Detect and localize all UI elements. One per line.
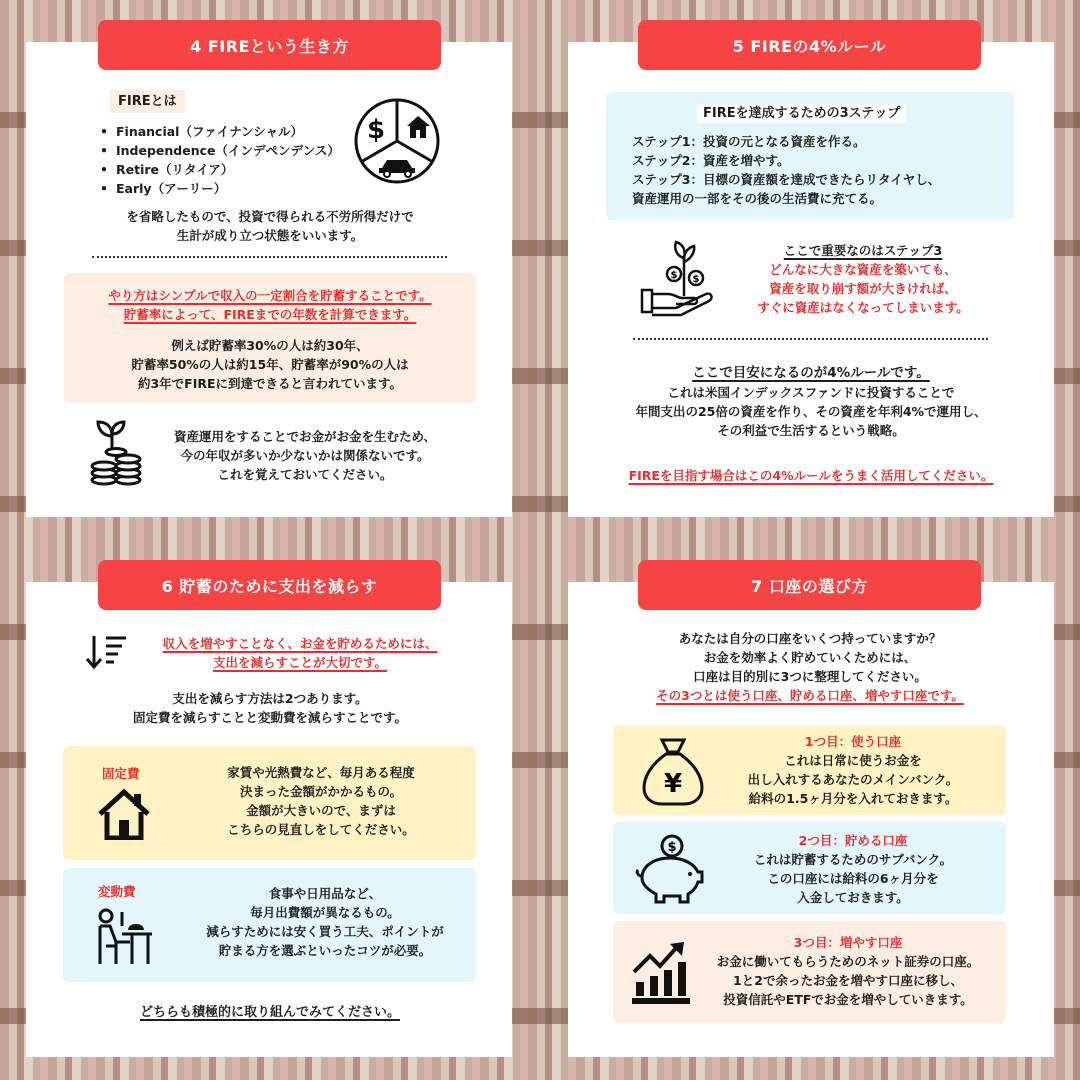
coin-sprout-icon	[86, 418, 148, 488]
account-line: 1と2で余ったお金を増やす口座に移し、	[733, 973, 963, 988]
three-steps-list	[632, 132, 1002, 208]
savings-account-text	[708, 831, 998, 907]
variable-line: 減らすためには安く買う工夫、ポイントが	[206, 924, 444, 939]
list-item: • Early（アーリー）	[100, 179, 360, 198]
note-line: 今の年収が多いか少ないかは関係ないです。	[180, 448, 430, 463]
yen-money-bag-icon	[640, 736, 706, 806]
investment-account-text	[696, 933, 1000, 1009]
four-percent-callout: FIREを目指す場合はこの4%ルールをうまく活用してください。	[628, 468, 994, 483]
variable-line: 貯まる方を選ぶといったコツが必要。	[218, 943, 432, 958]
step-line: ステップ3：目標の資産額を達成できたらリタイヤし、	[632, 172, 941, 187]
step-line: ステップ2：資産を増やす。	[632, 153, 790, 168]
money-house-car-icon	[352, 96, 442, 186]
rule-line: これは米国インデックスファンドに投資することで	[667, 385, 955, 400]
two-methods-text	[40, 689, 500, 727]
hand-money-plant-icon	[640, 236, 720, 320]
three-steps-label: FIREを達成するための3ステップ	[697, 104, 906, 123]
rule-heading: ここで目安になるのが4%ルールです。	[692, 365, 930, 381]
account-title: 2つ目：貯める口座	[798, 833, 908, 848]
divider	[92, 256, 447, 258]
body-line: 例えば貯蓄率30%の人は約30年、	[171, 338, 369, 353]
list-item: • Financial（ファイナンシャル）	[100, 122, 360, 141]
savings-rate-text	[64, 286, 476, 393]
account-title: 1つ目：使う口座	[804, 734, 902, 749]
note-line: これを覚えておいてください。	[217, 467, 393, 482]
panel-title-6: 6 貯蓄のために支出を減らす	[98, 560, 441, 610]
account-title: 3つ目：増やす口座	[793, 935, 903, 950]
lead-line: 支出を減らすことが大切です。	[212, 655, 387, 670]
piggy-bank-icon	[632, 832, 706, 904]
growth-chart-icon	[630, 940, 694, 1006]
step-line: ステップ1：投資の元となる資産を作る。	[632, 134, 866, 149]
panel-title-5: 5 FIREの4%ルール	[638, 20, 981, 70]
fixed-cost-text	[176, 763, 466, 839]
step3-importance	[728, 241, 998, 317]
step-line: 資産運用の一部をその後の生活費に充てる。	[632, 191, 883, 206]
svg-text:¥: ¥	[663, 769, 683, 799]
fire-description	[60, 207, 480, 245]
variable-line: 食事や日用品など、	[268, 886, 382, 901]
highlight-line: 貯蓄率によって、FIREまでの年数を計算できます。	[123, 307, 417, 322]
house-icon	[96, 788, 152, 840]
body-line: 約3年でFIREに到達できると言われています。	[137, 376, 403, 391]
rule-line: 年間支出の25倍の資産を作り、その資産を年利4%で運用し、	[635, 404, 987, 419]
person-eating-icon	[92, 906, 154, 968]
intro-line: あなたは自分の口座をいくつ持っていますか？	[678, 631, 942, 646]
reduce-spending-lead	[130, 634, 470, 672]
panel-title-4: 4 FIREという生き方	[98, 20, 441, 70]
warning-line: どんなに大きな資産を築いても、	[769, 262, 957, 277]
importance-heading: ここで重要なのはステップ3	[783, 243, 943, 258]
svg-text:$: $	[670, 270, 678, 281]
panel-title-7: 7 口座の選び方	[638, 560, 981, 610]
fixed-line: 決まった金額がかかるもの。	[239, 784, 402, 799]
warning-line: 資産を取り崩す額が大きければ、	[769, 281, 957, 296]
account-line: これは貯蓄するためのサブバンク。	[753, 852, 953, 867]
svg-text:$: $	[366, 115, 386, 145]
account-line: お金に働いてもらうためのネット証券の口座。	[716, 954, 980, 969]
intro-highlight: その3つとは使う口座、貯める口座、増やす口座です。	[656, 688, 964, 703]
account-line: 出し入れするあなたのメインバンク。	[747, 772, 959, 787]
svg-text:$: $	[692, 274, 700, 285]
four-percent-explanation	[580, 364, 1042, 440]
variable-cost-label: 変動費	[98, 884, 136, 899]
warning-line: すぐに資産はなくなってしまいます。	[757, 300, 969, 315]
asset-management-note	[150, 427, 460, 484]
desc-line: 生計が成り立つ状態をいいます。	[176, 228, 364, 243]
account-line: これは日常に使うお金を	[784, 753, 922, 768]
account-line: 入金しておきます。	[797, 890, 909, 905]
fire-label: FIREとは	[110, 90, 185, 113]
fire-acronym-list	[100, 122, 360, 198]
svg-text:$: $	[667, 840, 677, 855]
desc-line: を省略したもので、投資で得られる不労所得だけで	[126, 209, 414, 224]
spending-account-text	[708, 732, 998, 808]
list-item: • Retire（リタイア）	[100, 160, 360, 179]
account-line: この口座には給料の6ヶ月分を	[767, 871, 939, 886]
method-line: 固定費を減らすことと変動費を減らすことです。	[132, 710, 407, 725]
method-line: 支出を減らす方法は2つあります。	[172, 691, 368, 706]
rule-line: その利益で生活するという戦略。	[717, 423, 905, 438]
account-line: 給料の1.5ヶ月分を入れておきます。	[748, 791, 958, 806]
variable-cost-text	[180, 884, 470, 960]
fixed-line: 家賃や光熱費など、毎月ある程度	[227, 765, 415, 780]
body-line: 貯蓄率50%の人は約15年、貯蓄率が90%の人は	[131, 357, 409, 372]
intro-line: お金を効率よく貯めていくためには、	[703, 650, 917, 665]
accounts-intro	[580, 629, 1040, 705]
variable-line: 毎月出費額が異なるもの。	[250, 905, 400, 920]
note-line: 資産運用をすることでお金がお金を生むため、	[173, 429, 436, 444]
fixed-cost-label: 固定費	[102, 766, 140, 781]
divider	[633, 338, 988, 340]
intro-line: 口座は目的別に3つに整理してください。	[693, 669, 927, 684]
spending-closing-note: どちらも積極的に取り組んでみてください。	[139, 1005, 400, 1020]
account-line: 投資信託やETFでお金を増やしていきます。	[723, 992, 973, 1007]
highlight-line: やり方はシンプルで収入の一定割合を貯蓄することです。	[108, 288, 432, 303]
fixed-line: 金額が大きいので、まずは	[246, 803, 396, 818]
fixed-line: こちらの見直しをしてください。	[227, 822, 415, 837]
list-item: • Independence（インデペンデンス）	[100, 141, 360, 160]
lead-line: 収入を増やすことなく、お金を貯めるためには、	[162, 636, 438, 651]
sort-descending-icon	[84, 632, 130, 672]
